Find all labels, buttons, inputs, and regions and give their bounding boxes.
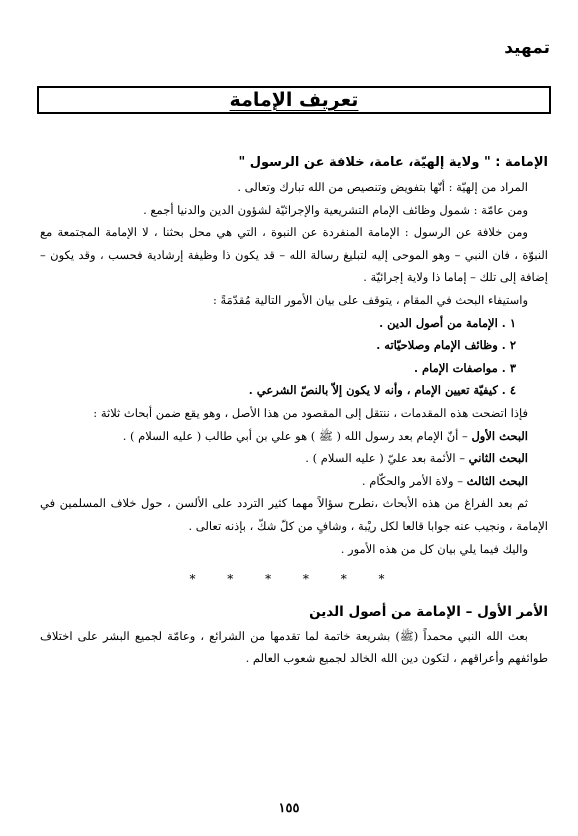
paragraph: ومن خلافة عن الرسول : الإمامة المنفردة عن النبوة ، التي هي محل بحثنا ، لا الإمامة المجتمعة مع النبوّة ، فان النبي – وهو الموحى إليه لتبليغ رسالة الله – قد يكون ذا وظيفة إرشادية فحسب ، وقد يكون – إضافة إلى تلك – إماما ذا ولاية إجرائيّة . [40, 225, 548, 285]
topic-item [40, 447, 548, 470]
topic-text: – أنّ الإمام بعد رسول الله ( ﷺ ) هو علي بن أبي طالب ( عليه السلام ) . [122, 428, 472, 443]
list-item: ٢ . وظائف الإمام وصلاحيّاته . [376, 338, 516, 353]
paragraph: واستيفاء البحث في المقام ، يتوقف على بيان الأمور التالية مُقدّمَةً : [212, 292, 528, 307]
topic-label: البحث الثاني [468, 451, 528, 466]
section2-title: الأمر الأول – الإمامة من أصول الدين [309, 603, 548, 620]
topic-item [40, 425, 548, 448]
paragraph: بعث الله النبي محمداً (ﷺ) بشريعة خاتمة لما تقدمها من الشرائع ، وعامّة لجميع البشر على اختلاف طوائفهم وأعراقهم ، لتكون دين الله الخالد لجميع شعوب العالم . [40, 628, 548, 666]
paragraph: فإذا اتضحت هذه المقدمات ، ننتقل إلى المقصود من هذا الأصل ، وهو يقع ضمن أبحاث ثلاثة : [93, 405, 528, 420]
list-item: ١ . الإمامة من أصول الدين . [379, 315, 516, 330]
page-body [40, 150, 548, 670]
topic-text: – ولاة الأمر والحكّام . [361, 473, 467, 488]
list-item: ٤ . كيفيّة تعيين الإمام ، وأنه لا يكون إلاّ بالنصّ الشرعي . [248, 383, 516, 398]
topic-label: البحث الأول [471, 428, 528, 443]
running-header: تمهيد [504, 38, 550, 58]
paragraph: ثم بعد الفراغ من هذه الأبحاث ،نطرح سؤالاً مهما كثير التردد على الألسن ، حول خلاف المسلمين في الإمامة ، ونجيب عنه جوابا قالعا لكل ريْبة ، وشافٍ من كلّ شكّ ، بإذنه تعالى . [40, 496, 548, 533]
separator: * * * * * * [189, 572, 399, 587]
topic-item [40, 470, 548, 493]
paragraph: المراد من إلهيّة : أنّها بتفويض وتنصيص من الله تبارك وتعالى . [237, 180, 528, 194]
topic-text: – الأئمة بعد عليّ ( عليه السلام ) . [305, 451, 469, 466]
paragraph: ومن عامّة : شمول وظائف الإمام التشريعية والإجرائيّة لشؤون الدين والدنيا أجمع . [143, 202, 528, 217]
section-title: تعريف الإمامة [229, 89, 359, 111]
page-number: ١٥٥ [278, 801, 300, 816]
section-title-box [37, 86, 551, 114]
topic-label: البحث الثالث [466, 473, 528, 488]
definition-title: الإمامة : " ولاية إلهيّة، عامة، خلافة عن الرسول " [238, 155, 548, 170]
paragraph: واليك فيما يلي بيان كل من هذه الأمور . [340, 541, 528, 556]
list-item: ٣ . مواصفات الإمام . [414, 360, 516, 375]
